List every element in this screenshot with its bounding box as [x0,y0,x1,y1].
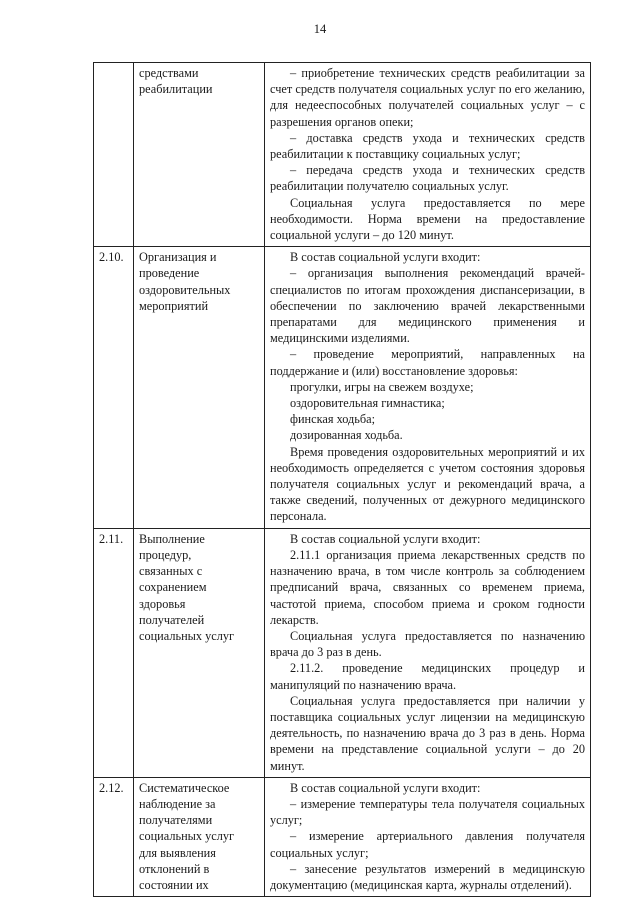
service-name [134,528,265,777]
service-name-line: мероприятий [139,298,209,313]
service-name-line: получателей [139,612,205,627]
services-table [93,62,591,897]
service-name-line: Организация и [139,250,217,265]
description-paragraph: 2.11.2. проведение медицинских процедур и манипуляций по назначению врача. [270,661,585,692]
service-name-line: социальных услуг [139,628,235,643]
table-row [94,63,591,247]
description-paragraph: – приобретение технических средств реабилитации за счет средств получателя социальных услуг по его желанию, для недееспособных получателей социальных услуг – с разрешения органов опеки; [270,66,585,129]
description-paragraph: 2.11.1 организация приема лекарственных средств по назначению врача, в том числе контроль за соблюдением предписаний врача, связанных со временем приема, частотой приема, способом приема и сроком годности лекарств. [270,547,585,627]
page-number: 14 [313,22,327,36]
service-name-line: проведение [139,266,200,281]
service-name-line: здоровья [139,596,186,611]
description-paragraph: – проведение мероприятий, направленных на поддержание и (или) восстановление здоровья: [270,347,585,378]
service-number: 2.12. [94,777,134,896]
description-paragraph: Социальная услуга предоставляется по назначению врача до 3 раз в день. [270,628,585,660]
service-name-line: сохранением [139,580,207,595]
service-name-line: Систематическое [139,780,230,795]
service-name-line: отклонений в [139,861,210,876]
description-paragraph: финская ходьба; [290,412,376,427]
service-number: 2.11. [94,528,134,777]
service-name [134,63,265,247]
service-name-line: состоянии их [139,877,209,892]
description-paragraph: Социальная услуга предоставляется по мере необходимости. Норма времени на предоставление социальной услуги – до 120 минут. [270,195,585,243]
service-description [265,247,591,528]
service-description [265,63,591,247]
description-paragraph: В состав социальной услуги входит: [290,780,481,795]
description-paragraph: дозированная ходьба. [290,428,403,443]
description-paragraph: Время проведения оздоровительных мероприятий и их необходимость определяется с учетом состояния здоровья получателя социальных услуг и рекомендаций врача, а также сведений, полученных от дежурного медицинского персонала. [270,444,585,524]
description-paragraph: – доставка средств ухода и технических средств реабилитации к поставщику социальных услуг; [270,130,585,162]
table-row [94,528,591,777]
description-paragraph: прогулки, игры на свежем воздухе; [290,379,474,394]
description-paragraph: – измерение температуры тела получателя социальных услуг; [270,796,585,828]
service-description [265,528,591,777]
service-name-line: оздоровительных [139,282,231,297]
service-number [94,63,134,247]
description-paragraph: – занесение результатов измерений в медицинскую документацию (медицинская карта, журналы отделений). [270,861,585,892]
service-name-line: средствами [139,66,199,80]
service-name-line: реабилитации [139,82,213,97]
description-paragraph: В состав социальной услуги входит: [290,531,481,546]
service-name-line: получателями [139,813,213,828]
description-paragraph: Социальная услуга предоставляется при наличии у поставщика социальных услуг лицензии на медицинскую деятельность, по назначению врача до 3 раз в день. Норма времени на представление социальной услуги – до 20 минут. [270,693,585,773]
service-name-line: для выявления [139,845,216,860]
service-name [134,777,265,896]
description-paragraph: – передача средств ухода и технических средств реабилитации получателю социальных услуг. [270,163,585,194]
description-paragraph: оздоровительная гимнастика; [290,396,445,411]
table-row [94,777,591,896]
service-description [265,777,591,896]
service-name-line: социальных услуг [139,829,235,844]
service-name-line: связанных с [139,564,203,579]
service-name-line: Выполнение [139,531,205,546]
service-number: 2.10. [94,247,134,528]
description-paragraph: – организация выполнения рекомендаций врачей-специалистов по итогам прохождения диспансеризации, в обеспечении по заключению врачей лекарственными препаратами для медицинского применения и медицинскими изделиями. [270,266,585,346]
service-name-line: процедур, [139,547,192,562]
service-name-line: наблюдение за [139,796,216,811]
description-paragraph: – измерение артериального давления получателя социальных услуг; [270,829,585,860]
service-name [134,247,265,528]
table-row [94,247,591,528]
description-paragraph: В состав социальной услуги входит: [290,250,481,265]
